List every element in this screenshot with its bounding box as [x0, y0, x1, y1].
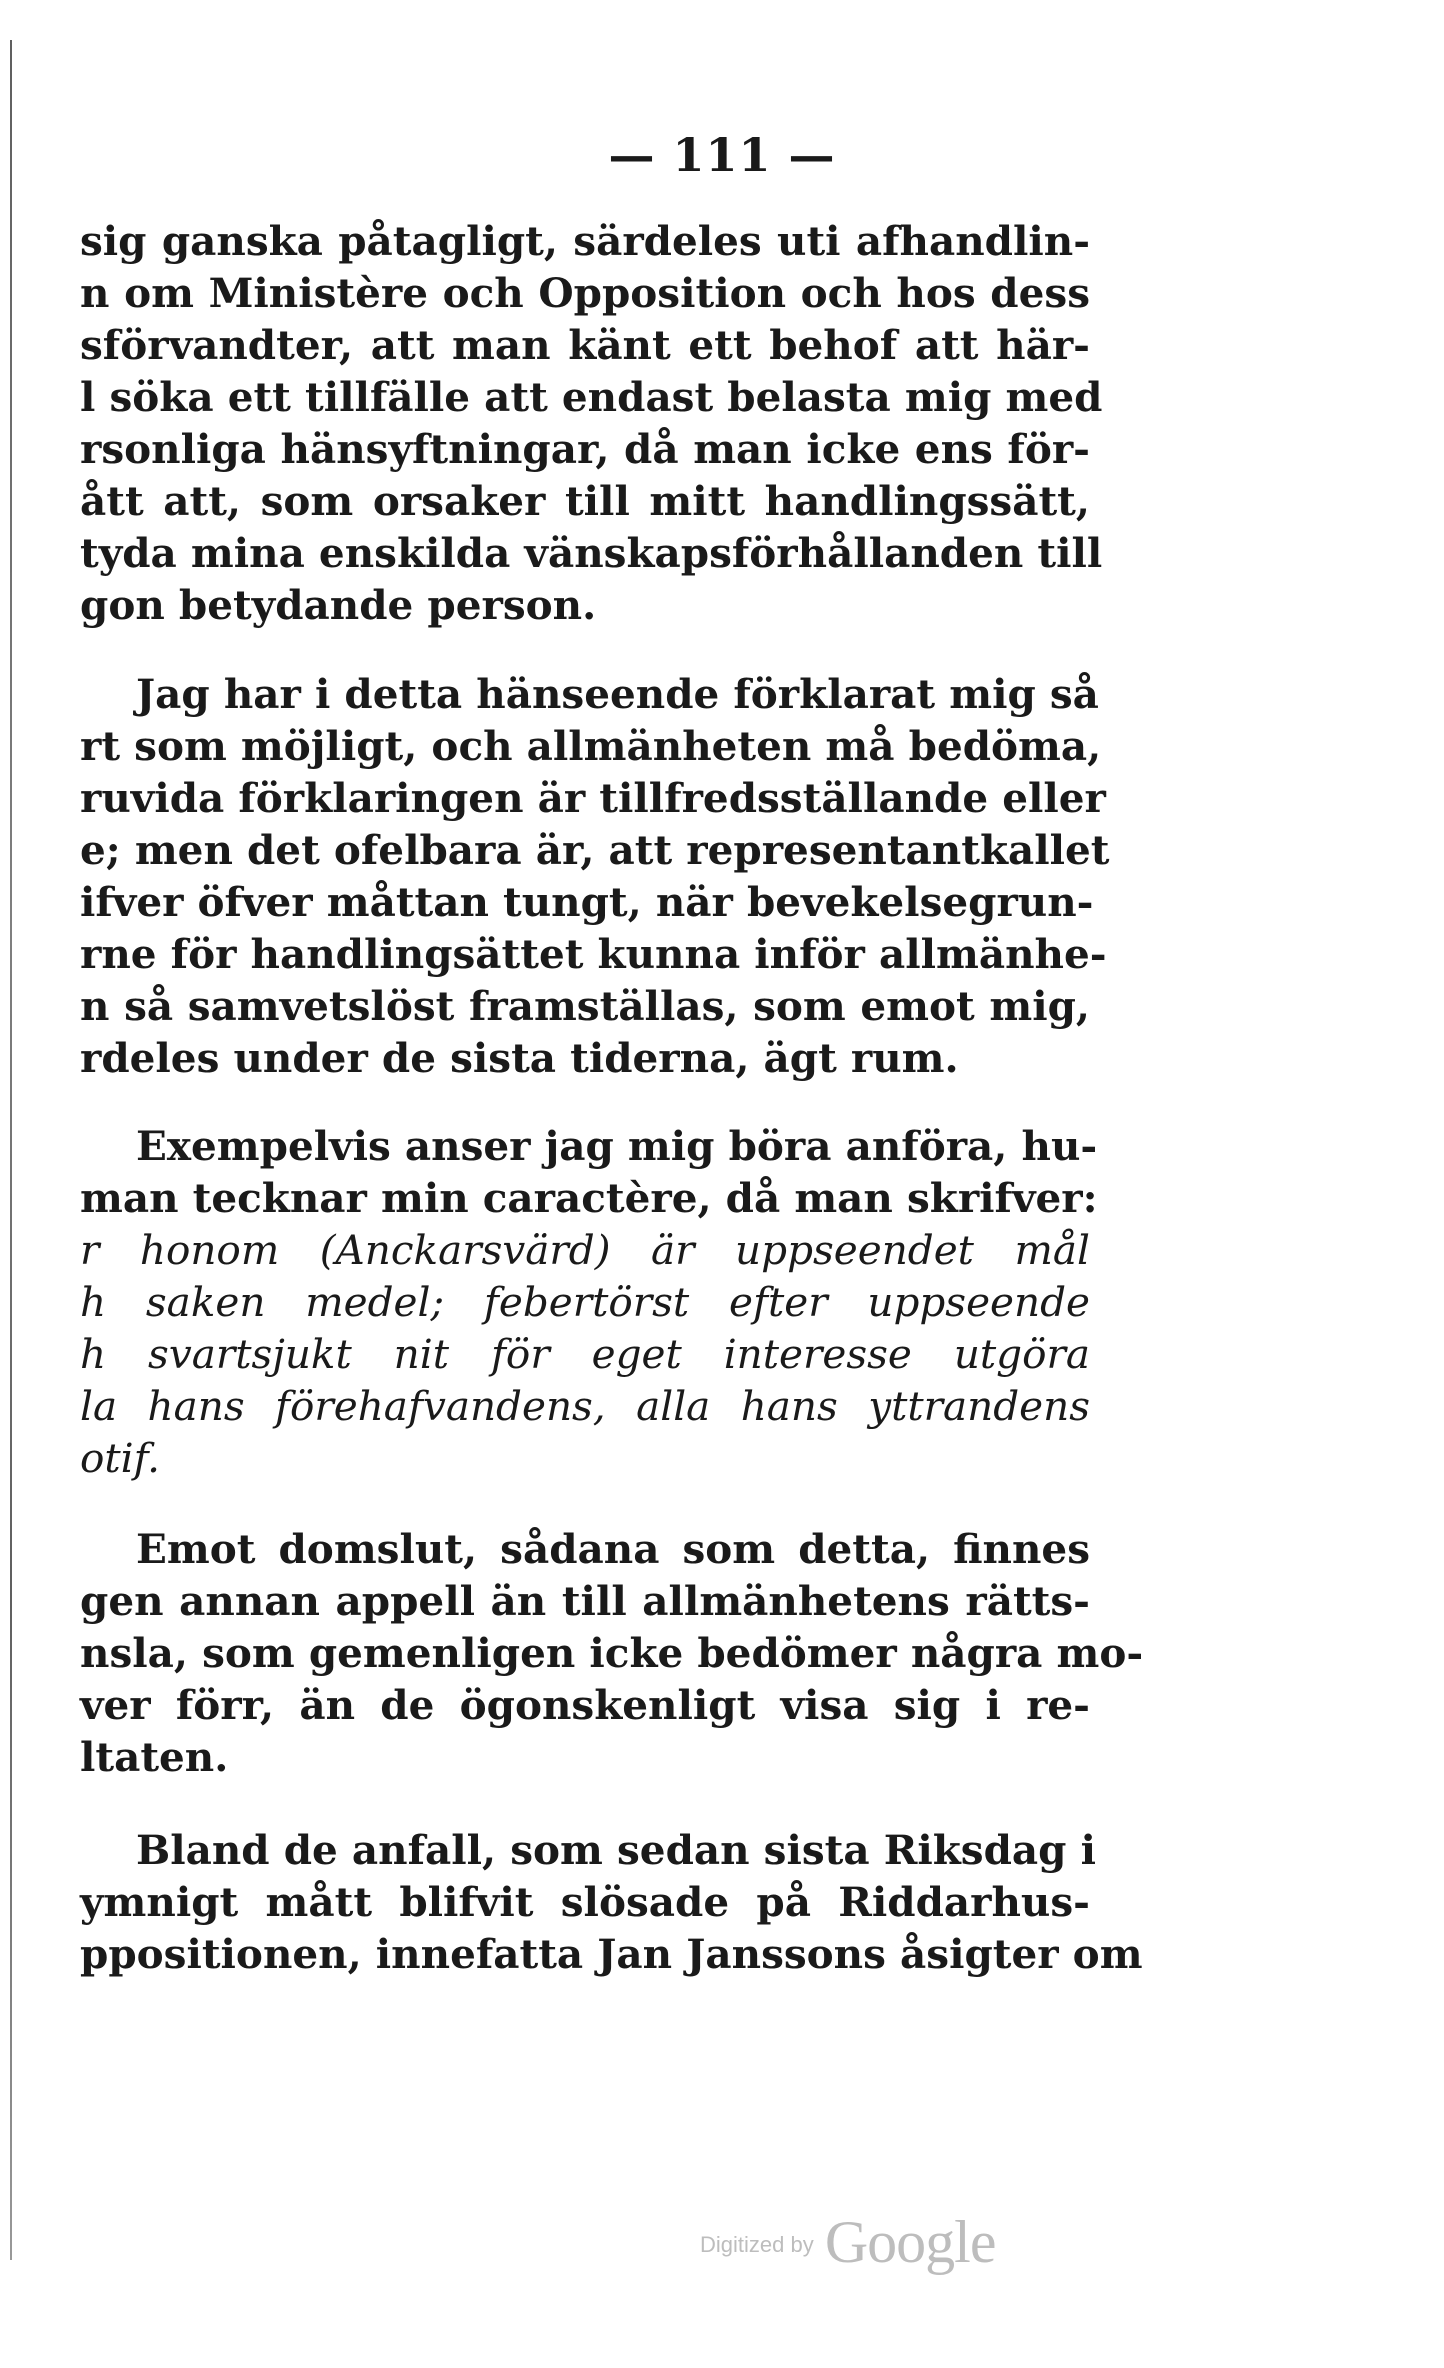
watermark-prefix: Digitized by — [700, 2232, 814, 2257]
text-line: Emot domslut, sådana som detta, finnes — [136, 1525, 1090, 1573]
text-line: nsla, som gemenligen icke bedömer några mo- — [80, 1629, 1144, 1677]
text-line: l söka ett tillfälle att endast belasta mig med — [80, 373, 1103, 421]
page-number: — 111 — — [608, 128, 836, 182]
paragraph-3 — [80, 1120, 1098, 1484]
digitization-watermark — [700, 2208, 995, 2288]
text-line: e; men det ofelbara är, att representantkallet — [80, 826, 1110, 874]
text-line: ifver öfver måttan tungt, när bevekelsegrun- — [80, 878, 1094, 926]
text-line: ruvida förklaringen är tillfredsställande eller — [80, 774, 1106, 822]
text-line: n om Ministère och Opposition och hos dess — [80, 269, 1090, 317]
text-line: gen annan appell än till allmänhetens rätts- — [80, 1577, 1090, 1625]
text-line: ver förr, än de ögonskenligt visa sig i re- — [80, 1681, 1090, 1729]
text-line: ått att, som orsaker till mitt handlingssätt, — [80, 477, 1090, 525]
quote-line: h svartsjukt nit för eget interesse utgöra — [80, 1330, 1090, 1378]
paragraph-2 — [80, 668, 1110, 1084]
quote-line: r honom (Anckarsvärd) är uppseendet mål — [80, 1226, 1090, 1274]
quote-line: otif. — [80, 1434, 161, 1482]
paragraph-5 — [80, 1824, 1143, 1980]
paragraph-1 — [80, 215, 1103, 631]
text-line: sig ganska påtagligt, särdeles uti afhandlin- — [80, 217, 1090, 265]
text-line: ymnigt mått blifvit slösade på Riddarhus- — [80, 1878, 1090, 1926]
text-line: Jag har i detta hänseende förklarat mig så — [136, 670, 1099, 718]
text-line: tyda mina enskilda vänskapsförhållanden till — [80, 529, 1103, 577]
watermark-logo: Google — [824, 2209, 996, 2275]
text-line: gon betydande person. — [80, 581, 597, 629]
text-line: rdeles under de sista tiderna, ägt rum. — [80, 1034, 959, 1082]
quote-line: h saken medel; febertörst efter uppseende — [80, 1278, 1090, 1326]
text-line: ppositionen, innefatta Jan Janssons åsigter om — [80, 1930, 1143, 1978]
binding-edge — [10, 40, 12, 2260]
text-line: rsonliga hänsyftningar, då man icke ens för- — [80, 425, 1090, 473]
text-line: n så samvetslöst framställas, som emot mig, — [80, 982, 1090, 1030]
text-line: rt som möjligt, och allmänheten må bedöma, — [80, 722, 1102, 770]
quote-line: la hans förehafvandens, alla hans yttrandens — [80, 1382, 1090, 1430]
text-line: rne för handlingsättet kunna inför allmänhe- — [80, 930, 1107, 978]
text-line: man tecknar min caractère, då man skrifver: — [80, 1174, 1098, 1222]
text-line: Exempelvis anser jag mig böra anföra, hu- — [136, 1122, 1098, 1170]
text-line: ltaten. — [80, 1733, 229, 1781]
paragraph-4 — [80, 1523, 1144, 1783]
text-line: Bland de anfall, som sedan sista Riksdag i — [136, 1826, 1096, 1874]
text-line: sförvandter, att man känt ett behof att här- — [80, 321, 1090, 369]
